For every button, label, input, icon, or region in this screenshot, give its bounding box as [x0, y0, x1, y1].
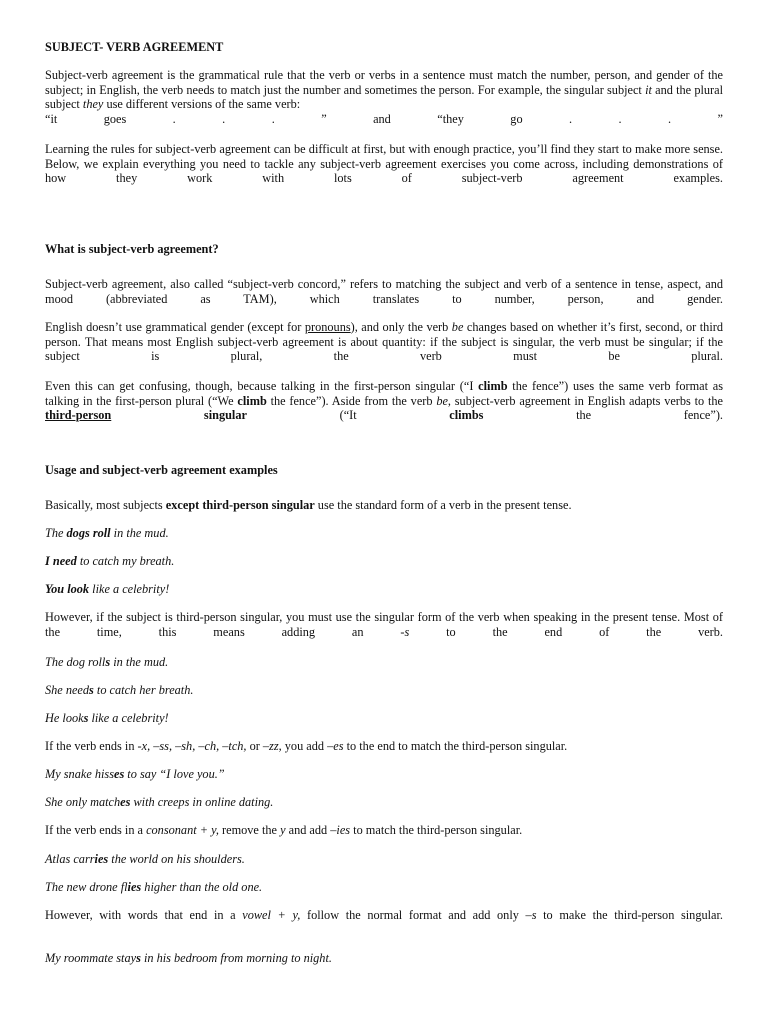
example-dogs-roll: The dogs roll in the mud.: [45, 526, 169, 540]
example-she-needs: She needs to catch her breath.: [45, 683, 194, 697]
first-person-paragraph: Even this can get confusing, though, because talking in the first-person singular (“I climb the fence”) uses the same verb format as talking in the first-person plural (“We climb the fence”). Aside from the verb be, subject-verb agreement in English adapts verbs to the third-person singular (“It climbs the fence”).: [45, 379, 724, 423]
vowel-y-rule-paragraph: However, with words that end in a vowel + y, follow the normal format and add only –s to make the third-person singular.: [45, 908, 723, 922]
section-heading-what-is: What is subject-verb agreement?: [45, 242, 219, 256]
example-snake-hisses: My snake hisses to say “I love you.”: [45, 767, 225, 781]
third-person-link[interactable]: third-person: [45, 408, 112, 423]
example-atlas-carries: Atlas carries the world on his shoulders.: [45, 852, 245, 866]
intro-paragraph-1: Subject-verb agreement is the grammatical rule that the verb or verbs in a sentence must match the number, person, and gender of the subject; in English, the verb needs to match just the number and sometimes the person. For example, the singular subject it and the plural subject they use different versions of the same verb: “it goes . . . ” and “they go . . . ”: [45, 68, 724, 126]
section-heading-usage: Usage and subject-verb agreement examples: [45, 463, 278, 477]
example-he-looks: He looks like a celebrity!: [45, 711, 169, 725]
third-person-rule-paragraph: However, if the subject is third-person singular, you must use the singular form of the verb when speaking in the present tense. Most of the time, this means adding an -s to the end of the verb.: [45, 610, 723, 639]
definition-paragraph: Subject-verb agreement, also called “subject-verb concord,” refers to matching the subject and verb of a sentence in tense, aspect, and mood (abbreviated as TAM), which translates to number, person, and gender.: [45, 277, 723, 306]
basic-rule-paragraph: Basically, most subjects except third-person singular use the standard form of a verb in the present tense.: [45, 498, 572, 512]
ies-rule-paragraph: If the verb ends in a consonant + y, remove the y and add –ies to match the third-person singular.: [45, 823, 523, 837]
example-i-need: I need to catch my breath.: [45, 554, 175, 568]
document-title: SUBJECT- VERB AGREEMENT: [45, 40, 224, 54]
es-rule-paragraph: If the verb ends in -x, –ss, –sh, –ch, –tch, or –zz, you add –es to the end to match the third-person singular.: [45, 739, 568, 753]
example-roommate-stays: My roommate stays in his bedroom from morning to night.: [45, 951, 332, 965]
pronouns-link[interactable]: pronouns: [304, 320, 351, 334]
example-she-matches: She only matches with creeps in online dating.: [45, 795, 274, 809]
example-dog-rolls: The dog rolls in the mud.: [45, 655, 169, 669]
example-you-look: You look like a celebrity!: [45, 582, 170, 596]
example-drone-flies: The new drone flies higher than the old one.: [45, 880, 263, 894]
intro-paragraph-2: Learning the rules for subject-verb agreement can be difficult at first, but with enough practice, you’ll find they start to make more sense. Below, we explain everything you need to tackle any subject-verb agreement exercises you come across, including demonstrations of how they work with lots of subject-verb agreement examples.: [45, 142, 723, 186]
gender-paragraph: English doesn’t use grammatical gender (except for pronouns), and only the verb be changes based on whether it’s first, second, or third person. That means most English subject-verb agreement is about quantity: if the subject is singular, the verb must be singular; if the subject is plural, the verb must be plural.: [45, 320, 723, 364]
